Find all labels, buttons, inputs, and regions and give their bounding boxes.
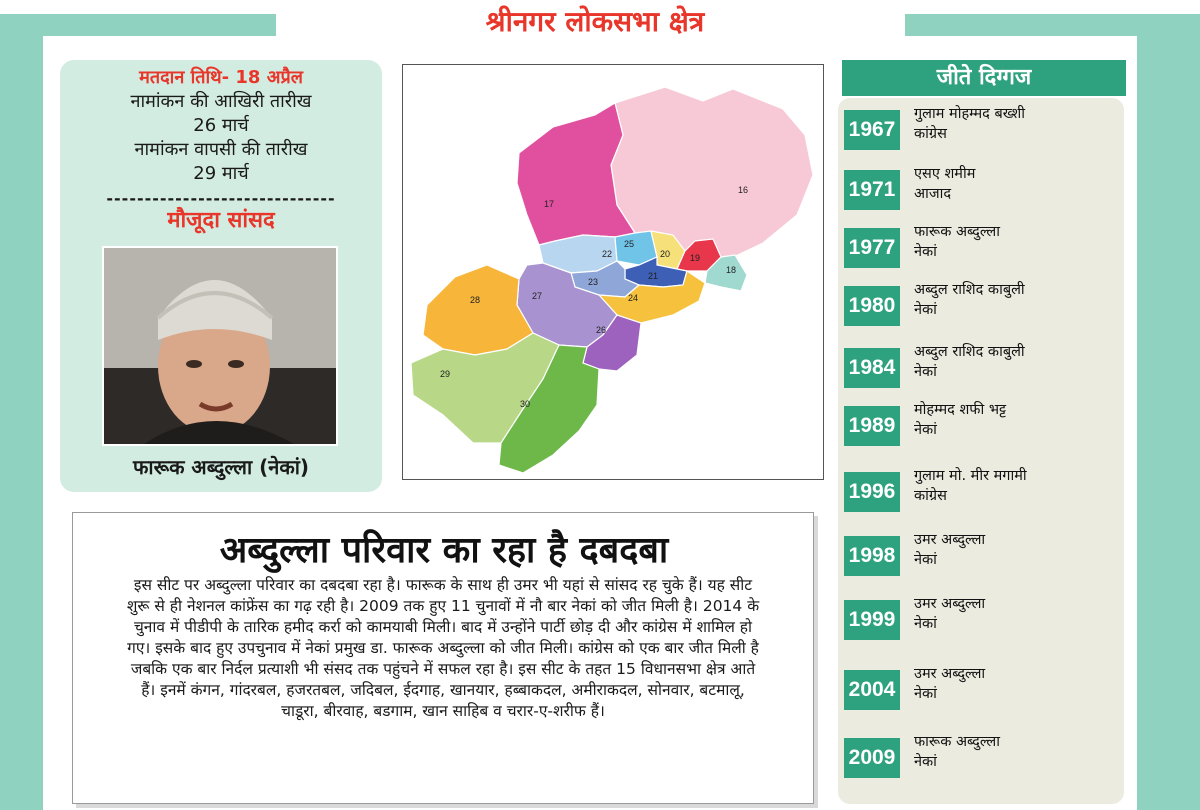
- winner-name: उमर अब्दुल्ला: [914, 666, 986, 682]
- map-label-17: 17: [543, 199, 555, 209]
- winner-row: [838, 530, 1124, 582]
- winners-heading: जीते दिग्गज: [842, 60, 1126, 96]
- winner-year: 1996: [844, 472, 900, 512]
- page-title: श्रीनगर लोकसभा क्षेत्र: [485, 5, 705, 38]
- winner-year: 2009: [844, 738, 900, 778]
- article-body: इस सीट पर अब्दुल्ला परिवार का दबदबा रहा है। फारूक के साथ ही उमर भी यहां से सांसद रह चुके हैं। यह सीट शुरू से ही नेशनल कांफ्रेंस का गढ़ रही है। 2009 तक हुए 11 चुनावों में नौ बार नेकां को जीत मिली है। 2014 के चुनाव में पीडीपी के तारिक हमीद कर्रा को कामयाबी मिली। बाद में उन्होंने पार्टी छोड़ दी और कांग्रेस में शामिल हो गए। इसके बाद हुए उपचुनाव में नेकां प्रमुख डा. फारूक अब्दुल्ला को जीत मिली। कांग्रेस को एक बार जीत मिली है जबकि एक बार निर्दल प्रत्याशी भी संसद तक पहुंचने में सफल रहा है। इस सीट के तहत 15 विधानसभा क्षेत्र आते हैं। इनमें कंगन, गांदरबल, हजरतबल, जदिबल, ईदगाह, खानयार, हब्बाकदल, अमीराकदल, सोनवार, बटमालू, चाडूरा, बीरवाह, बडगाम, खान साहिब व चरार-ए-शरीफ हैं।: [126, 576, 760, 720]
- winner-party: कांग्रेस: [914, 488, 947, 504]
- winner-party: नेकां: [914, 552, 937, 568]
- winner-row: [838, 342, 1124, 394]
- winner-party: नेकां: [914, 364, 937, 380]
- winner-party: नेकां: [914, 244, 937, 260]
- winner-row: [838, 400, 1124, 452]
- winner-row: [838, 164, 1124, 216]
- winner-name: एसए शमीम: [914, 166, 976, 182]
- winner-name: फारूक अब्दुल्ला: [914, 224, 1000, 240]
- nomination-last-date: 26 मार्च: [193, 115, 249, 136]
- winner-row: [838, 222, 1124, 274]
- map-region-28: [423, 265, 533, 355]
- map-label-16: 16: [737, 185, 749, 195]
- article-heading: अब्दुल्ला परिवार का रहा है दबदबा: [219, 530, 669, 571]
- winner-party: नेकां: [914, 616, 937, 632]
- winner-year: 2004: [844, 670, 900, 710]
- mp-portrait-illustration: [104, 248, 336, 444]
- map-label-30: 30: [519, 399, 531, 409]
- decorative-band-right: [1137, 14, 1200, 810]
- map-label-29: 29: [439, 369, 451, 379]
- winner-year: 1980: [844, 286, 900, 326]
- winner-row: [838, 732, 1124, 784]
- map-label-27: 27: [531, 291, 543, 301]
- decorative-band-left: [0, 14, 43, 810]
- mp-name-caption: फारूक अब्दुल्ला (नेकां): [132, 455, 310, 479]
- winner-year: 1999: [844, 600, 900, 640]
- winner-row: [838, 466, 1124, 518]
- winner-year: 1971: [844, 170, 900, 210]
- winners-panel: [838, 98, 1124, 804]
- voting-date: मतदान तिथि- 18 अप्रैल: [139, 67, 303, 88]
- withdrawal-label: नामांकन वापसी की तारीख: [134, 139, 308, 160]
- winner-name: अब्दुल राशिद काबुली: [914, 282, 1025, 298]
- winner-row: [838, 594, 1124, 646]
- map-label-21: 21: [647, 271, 659, 281]
- winner-party: नेकां: [914, 686, 937, 702]
- map-label-18: 18: [725, 265, 737, 275]
- winner-party: कांग्रेस: [914, 126, 947, 142]
- winner-year: 1998: [844, 536, 900, 576]
- winner-party: नेकां: [914, 302, 937, 318]
- map-label-23: 23: [587, 277, 599, 287]
- election-info-panel: [60, 60, 382, 492]
- constituency-map-svg: [403, 65, 823, 479]
- winner-name: गुलाम मो. मीर मगामी: [914, 468, 1027, 484]
- winner-party: नेकां: [914, 754, 937, 770]
- winner-party: आजाद: [914, 186, 952, 202]
- winner-year: 1989: [844, 406, 900, 446]
- winner-name: अब्दुल राशिद काबुली: [914, 344, 1025, 360]
- winner-row: [838, 664, 1124, 716]
- current-mp-heading: मौजूदा सांसद: [167, 208, 275, 233]
- map-label-28: 28: [469, 295, 481, 305]
- constituency-map: [402, 64, 824, 480]
- map-label-25: 25: [623, 239, 635, 249]
- withdrawal-date: 29 मार्च: [193, 163, 249, 184]
- map-label-24: 24: [627, 293, 639, 303]
- winner-name: मोहम्मद शफी भट्ट: [914, 402, 1007, 418]
- winner-year: 1977: [844, 228, 900, 268]
- winner-party: नेकां: [914, 422, 937, 438]
- winner-name: गुलाम मोहम्मद बख्शी: [914, 106, 1026, 122]
- winner-year: 1967: [844, 110, 900, 150]
- dashed-divider: ------------------------------: [106, 192, 336, 206]
- map-label-26: 26: [595, 325, 607, 335]
- winner-row: [838, 104, 1124, 156]
- winner-name: उमर अब्दुल्ला: [914, 532, 986, 548]
- winner-name: फारूक अब्दुल्ला: [914, 734, 1000, 750]
- map-label-22: 22: [601, 249, 613, 259]
- nomination-last-label: नामांकन की आखिरी तारीख: [130, 91, 312, 112]
- map-label-20: 20: [659, 249, 671, 259]
- article-box: [72, 512, 814, 804]
- mp-photo: [102, 246, 338, 446]
- map-label-19: 19: [689, 253, 701, 263]
- winner-name: उमर अब्दुल्ला: [914, 596, 986, 612]
- winner-year: 1984: [844, 348, 900, 388]
- winner-row: [838, 280, 1124, 332]
